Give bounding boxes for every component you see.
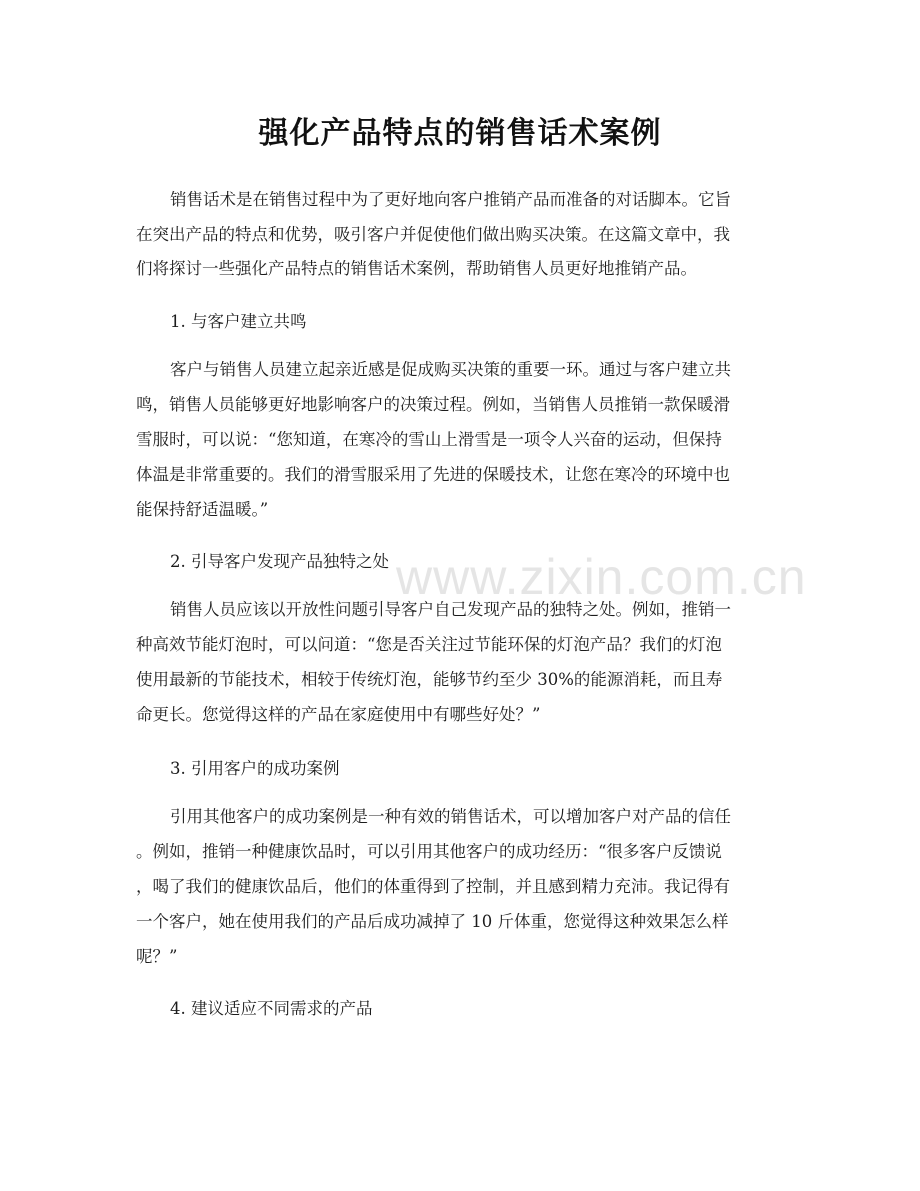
paragraph-line: 体温是非常重要的。我们的滑雪服采用了先进的保暖技术，让您在寒冷的环境中也 xyxy=(136,465,730,484)
document-title: 强化产品特点的销售话术案例 xyxy=(258,116,662,151)
paragraph-line: 销售人员应该以开放性问题引导客户自己发现产品的独特之处。例如，推销一 xyxy=(170,600,731,619)
intro-line: 销售话术是在销售过程中为了更好地向客户推销产品而准备的对话脚本。它旨 xyxy=(170,190,731,209)
paragraph-line: 鸣，销售人员能够更好地影响客户的决策过程。例如，当销售人员推销一款保暖滑 xyxy=(136,395,730,414)
section-heading: 1. 与客户建立共鸣 xyxy=(170,312,307,331)
paragraph-line: 能保持舒适温暖。” xyxy=(136,500,269,519)
intro-line: 在突出产品的特点和优势，吸引客户并促使他们做出购买决策。在这篇文章中，我 xyxy=(136,225,730,244)
paragraph-line: 。例如，推销一种健康饮品时，可以引用其他客户的成功经历：“很多客户反馈说 xyxy=(136,842,722,861)
section-heading: 4. 建议适应不同需求的产品 xyxy=(170,999,373,1018)
paragraph-line: 一个客户，她在使用我们的产品后成功减掉了 10 斤体重，您觉得这种效果怎么样 xyxy=(136,912,729,931)
watermark-text: www.zixin.com.cn xyxy=(396,549,807,605)
section-heading: 2. 引导客户发现产品独特之处 xyxy=(170,552,389,571)
intro-line: 们将探讨一些强化产品特点的销售话术案例，帮助销售人员更好地推销产品。 xyxy=(136,259,697,278)
paragraph-line: 使用最新的节能技术，相较于传统灯泡，能够节约至少 30%的能源消耗，而且寿 xyxy=(136,670,723,689)
paragraph-line: 种高效节能灯泡时，可以问道：“您是否关注过节能环保的灯泡产品？我们的灯泡 xyxy=(136,635,722,654)
paragraph-line: ，喝了我们的健康饮品后，他们的体重得到了控制，并且感到精力充沛。我记得有 xyxy=(136,877,730,896)
paragraph-line: 引用其他客户的成功案例是一种有效的销售话术，可以增加客户对产品的信任 xyxy=(170,807,731,826)
paragraph-line: 呢？” xyxy=(136,947,178,966)
section-heading: 3. 引用客户的成功案例 xyxy=(170,759,340,778)
paragraph-line: 命更长。您觉得这样的产品在家庭使用中有哪些好处？” xyxy=(136,705,541,724)
paragraph-line: 雪服时，可以说：“您知道，在寒冷的雪山上滑雪是一项令人兴奋的运动，但保持 xyxy=(136,430,722,449)
paragraph-line: 客户与销售人员建立起亲近感是促成购买决策的重要一环。通过与客户建立共 xyxy=(170,360,731,379)
